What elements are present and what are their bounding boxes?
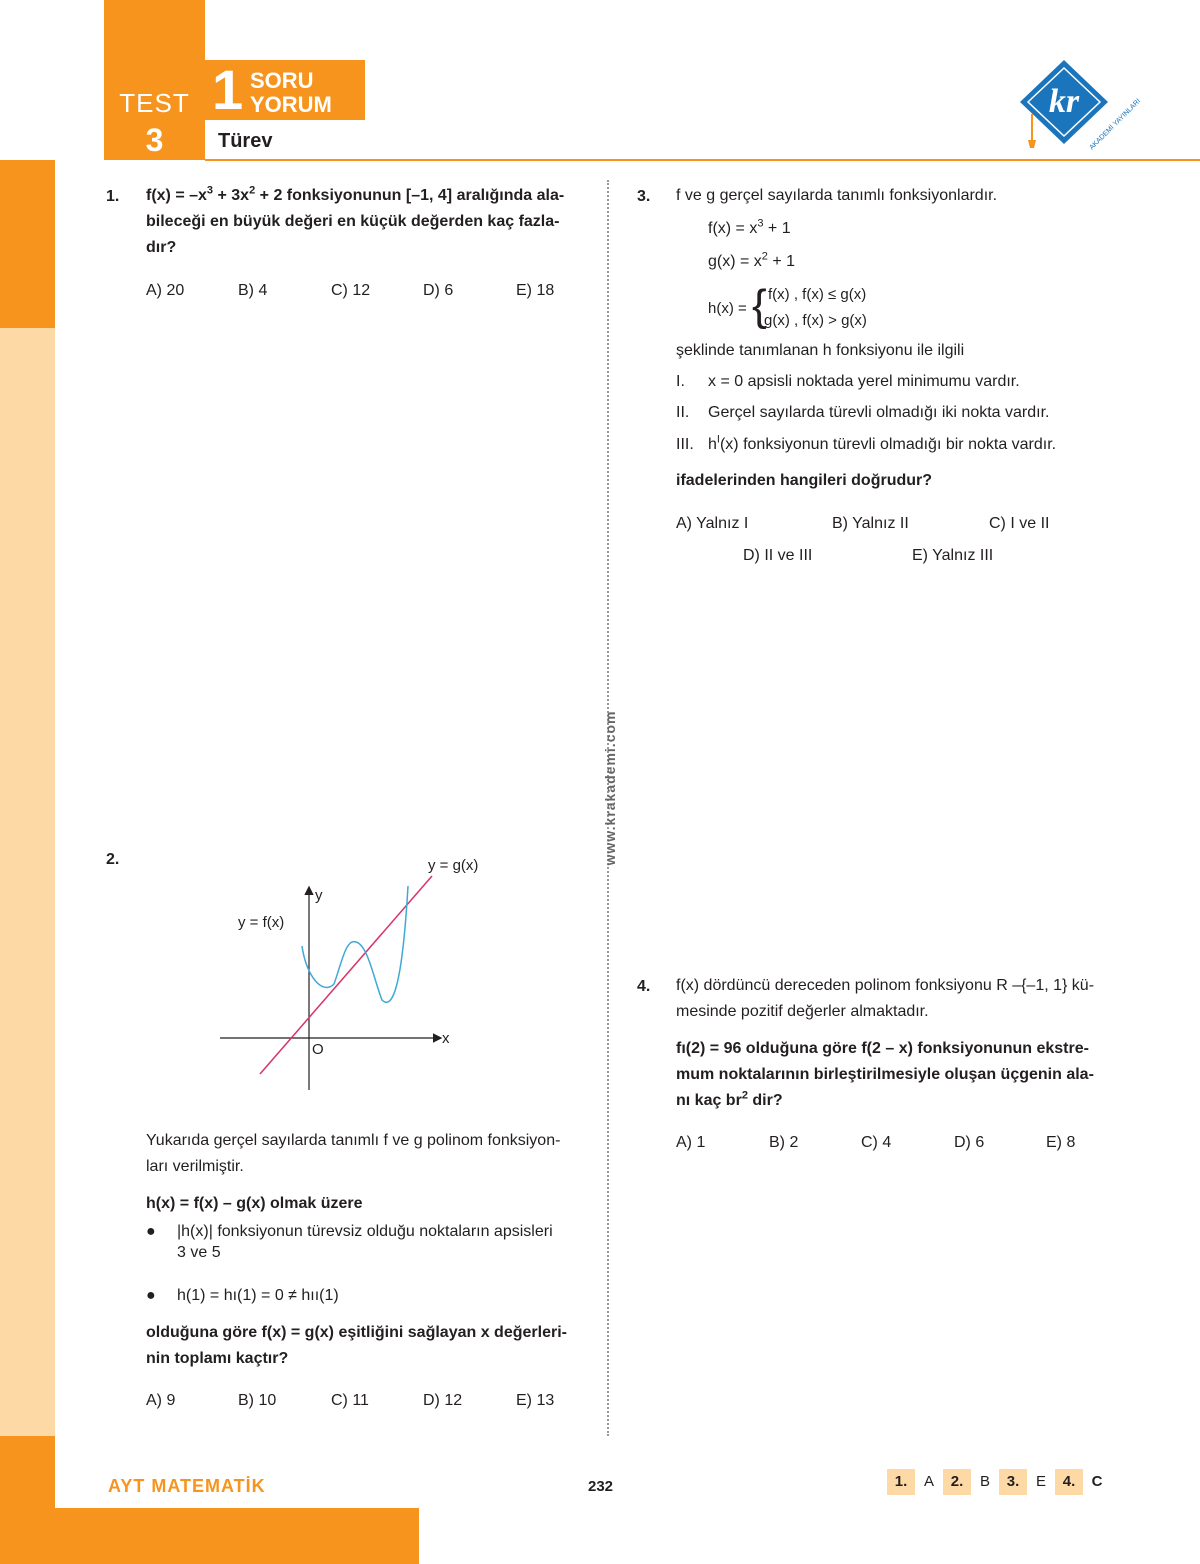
bullet-dot-1: ● xyxy=(146,1223,156,1240)
q1-line3: dır? xyxy=(146,239,177,256)
footer-subject: AYT MATEMATİK xyxy=(108,1476,266,1496)
q3-item3-num: III. xyxy=(676,436,694,453)
q4-question xyxy=(676,1036,1126,1114)
answer-key-num-1: 1. xyxy=(887,1469,915,1495)
q2-text-line2: ları verilmiştir. xyxy=(146,1158,244,1175)
q2-question-line1: olduğuna göre f(x) = g(x) eşitliğini sağlayan x değerleri- xyxy=(146,1324,567,1341)
q1-choice-a[interactable]: A) 20 xyxy=(146,282,185,299)
q3-item3: $h^I(x)$ fonksiyonun türevli olmadığı bir nokta vardır. xyxy=(708,433,1057,453)
page-number: 232 xyxy=(588,1478,614,1495)
q4-question-line1: fı(2) = 96 olduğuna göre f(2 – x) fonksiyonunun ekstre- xyxy=(676,1040,1089,1057)
yorum-label: YORUM xyxy=(250,92,332,117)
q3-choice-a[interactable]: A) Yalnız I xyxy=(676,515,749,532)
test-number: 3 xyxy=(145,122,164,158)
q2-question-line2: nin toplamı kaçtır? xyxy=(146,1350,289,1367)
page-subject: Türev xyxy=(218,130,273,152)
q3-desc: şeklinde tanımlanan h fonksiyonu ile ilgili xyxy=(676,342,965,359)
q2-choice-e[interactable]: E) 13 xyxy=(516,1392,555,1409)
answer-key-val-2: B xyxy=(971,1469,999,1495)
q2-choice-b[interactable]: B) 10 xyxy=(238,1392,277,1409)
q1-stem xyxy=(146,183,586,261)
q3-number: 3. xyxy=(637,188,651,205)
abs-h-expression: |h(x)| xyxy=(177,1223,213,1240)
answer-key-num-4: 4. xyxy=(1055,1469,1083,1495)
q4-question-line3: nı kaç $br^2$ dir? xyxy=(676,1089,783,1109)
q4-line1: f(x) dördüncü dereceden polinom fonksiyonu R –{–1, 1} kü- xyxy=(676,977,1095,994)
q2-text-line1: Yukarıda gerçel sayılarda tanımlı f ve g polinom fonksiyon- xyxy=(146,1132,561,1149)
q4-question-line2: mum noktalarının birleştirilmesiyle oluşan üçgenin ala- xyxy=(676,1066,1094,1083)
q2-text xyxy=(146,1128,596,1180)
publisher-logo xyxy=(1012,56,1143,156)
q2-bullet1-values: 3 ve 5 xyxy=(177,1244,221,1261)
q4-line2: mesinde pozitif değerler almaktadır. xyxy=(676,1003,929,1020)
left-margin-strip-top xyxy=(0,160,55,328)
logo-side-text: AKADEMİ YAYINLARI xyxy=(1088,97,1143,152)
q4-choice-d[interactable]: D) 6 xyxy=(954,1134,985,1151)
website-text: www.krakademi.com xyxy=(602,710,618,866)
q3-g-def: $g(x) = x^2 + 1$ xyxy=(708,250,796,270)
q2-number: 2. xyxy=(106,851,120,868)
q4-stem xyxy=(676,973,1126,1025)
q2-graph xyxy=(210,850,500,1100)
bullet-dot-2: ● xyxy=(146,1287,156,1304)
answer-key-num-2: 2. xyxy=(943,1469,971,1495)
q1-choice-e[interactable]: E) 18 xyxy=(516,282,555,299)
test-label: TEST xyxy=(119,88,190,118)
q3-choice-d[interactable]: D) II ve III xyxy=(743,547,813,564)
q2-question xyxy=(146,1320,596,1372)
q1-number: 1. xyxy=(106,188,120,205)
q3-h-brace: { xyxy=(752,281,767,330)
q3-choice-e[interactable]: E) Yalnız III xyxy=(912,547,994,564)
logo-text: kr xyxy=(1048,83,1080,120)
label-x: x xyxy=(442,1030,450,1047)
q1-line1: $f(x) = -x^3 + 3x^2 + 2$ fonksiyonunun [–1, 4] aralığında ala- xyxy=(146,184,565,204)
label-f: y = f(x) xyxy=(238,914,285,931)
left-margin-strip xyxy=(0,160,55,1564)
q3-h-label: h(x) = xyxy=(708,300,747,317)
q4-choice-b[interactable]: B) 2 xyxy=(769,1134,799,1151)
q2-given: h(x) = f(x) – g(x) olmak üzere xyxy=(146,1195,363,1212)
q4-choice-e[interactable]: E) 8 xyxy=(1046,1134,1076,1151)
q3-question: ifadelerinden hangileri doğrudur? xyxy=(676,472,933,489)
bottom-accent-bar xyxy=(55,1508,419,1564)
q3-h-case1: f(x) , f(x) ≤ g(x) xyxy=(768,286,867,303)
q1-choice-c[interactable]: C) 12 xyxy=(331,282,371,299)
q3-choice-c[interactable]: C) I ve II xyxy=(989,515,1050,532)
q3-item2-num: II. xyxy=(676,404,690,421)
q4-number: 4. xyxy=(637,978,651,995)
q3-f-def: $f(x) = x^3 + 1$ xyxy=(708,217,791,237)
answer-key-val-1: A xyxy=(915,1469,943,1495)
label-origin: O xyxy=(312,1041,324,1058)
q2-choice-a[interactable]: A) 9 xyxy=(146,1392,176,1409)
q2-bullet1: |h(x)| fonksiyonun türevsiz olduğu noktaların apsisleri 3 ve 5 xyxy=(177,1219,597,1266)
q3-item1: x = 0 apsisli noktada yerel minimumu vardır. xyxy=(708,373,1020,390)
soru-label: SORU xyxy=(250,68,314,93)
q2-choice-c[interactable]: C) 11 xyxy=(331,1392,369,1409)
answer-key-val-4: C xyxy=(1083,1469,1111,1495)
q3-choice-b[interactable]: B) Yalnız II xyxy=(832,515,909,532)
q3-item2: Gerçel sayılarda türevli olmadığı iki nokta vardır. xyxy=(708,404,1050,421)
left-margin-strip-bottom xyxy=(0,1436,55,1564)
label-y: y xyxy=(315,887,323,904)
q2-choice-d[interactable]: D) 12 xyxy=(423,1392,463,1409)
q2-bullet2: h(1) = hı(1) = 0 ≠ hıı(1) xyxy=(177,1287,339,1304)
q3-h-case2: g(x) , f(x) > g(x) xyxy=(764,312,867,329)
q3-item1-num: I. xyxy=(676,373,685,390)
soru-number: 1 xyxy=(212,58,244,121)
label-g: y = g(x) xyxy=(428,857,479,874)
answer-key-val-3: E xyxy=(1027,1469,1055,1495)
answer-key-num-3: 3. xyxy=(999,1469,1027,1495)
q1-line2: bileceği en büyük değeri en küçük değerden kaç fazla- xyxy=(146,213,560,230)
q1-choice-b[interactable]: B) 4 xyxy=(238,282,268,299)
q3-intro: f ve g gerçel sayılarda tanımlı fonksiyonlardır. xyxy=(676,187,998,204)
q1-choice-d[interactable]: D) 6 xyxy=(423,282,454,299)
header-rule xyxy=(205,159,1200,161)
q4-choice-a[interactable]: A) 1 xyxy=(676,1134,706,1151)
q4-choice-c[interactable]: C) 4 xyxy=(861,1134,892,1151)
